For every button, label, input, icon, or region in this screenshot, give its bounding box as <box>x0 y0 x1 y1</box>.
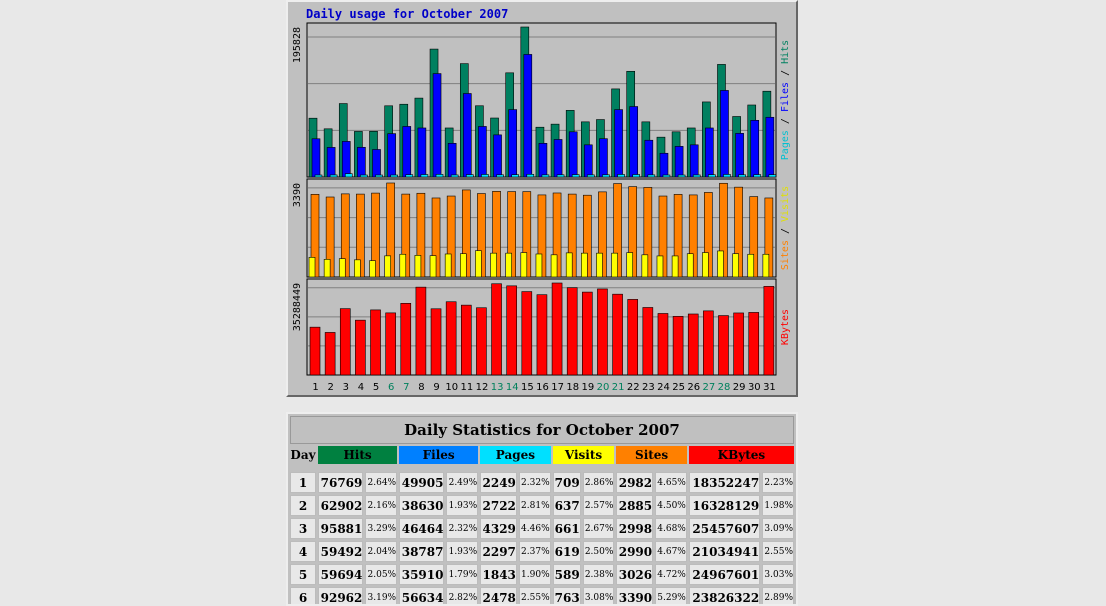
day-label-3: 3 <box>342 382 350 393</box>
files-percent: 1.93% <box>446 541 478 562</box>
bar-visits-day-15 <box>521 253 527 277</box>
bar-kbytes-day-7 <box>401 303 411 375</box>
table-caption: Daily Statistics for October 2007 <box>290 416 794 444</box>
bar-kbytes-day-30 <box>749 312 759 375</box>
bar-pages-day-11 <box>466 175 473 177</box>
day-label-30: 30 <box>747 382 761 393</box>
visits-percent: 2.57% <box>583 495 615 516</box>
bar-pages-day-5 <box>376 175 383 177</box>
legend-hits: Hits <box>780 39 791 64</box>
bar-kbytes-day-17 <box>552 283 562 375</box>
bar-kbytes-day-20 <box>597 289 607 375</box>
table-row <box>290 472 794 493</box>
day-label-27: 27 <box>702 382 716 393</box>
day-cell: 5 <box>290 564 316 585</box>
bar-visits-day-13 <box>491 253 497 277</box>
day-label-29: 29 <box>732 382 746 393</box>
bar-kbytes-day-10 <box>446 302 456 375</box>
bar-visits-day-31 <box>763 254 769 277</box>
bar-pages-day-14 <box>512 175 519 177</box>
bar-kbytes-day-18 <box>567 288 577 375</box>
bar-visits-day-24 <box>657 256 663 277</box>
bar-visits-day-29 <box>733 254 739 277</box>
day-label-5: 5 <box>372 382 380 393</box>
bar-visits-day-19 <box>581 253 587 277</box>
pages-value: 2297 <box>480 541 517 562</box>
files-value: 56634 <box>399 587 444 606</box>
bar-files-day-10 <box>448 143 456 177</box>
legend-files: Files <box>780 81 791 113</box>
bar-visits-day-30 <box>748 254 754 277</box>
bar-kbytes-day-22 <box>628 299 638 375</box>
bar-visits-day-8 <box>415 255 421 277</box>
hits-percent: 2.16% <box>365 495 397 516</box>
day-label-4: 4 <box>357 382 365 393</box>
bar-visits-day-3 <box>339 259 345 277</box>
legend-separator: / <box>780 221 791 241</box>
day-label-9: 9 <box>433 382 440 393</box>
bar-files-day-11 <box>463 94 471 177</box>
hits-percent: 3.29% <box>365 518 397 539</box>
bar-files-day-6 <box>388 134 396 177</box>
day-label-20: 20 <box>596 382 610 393</box>
day-label-11: 11 <box>460 382 474 393</box>
bar-pages-day-28 <box>723 174 730 177</box>
table-header-row <box>290 446 794 464</box>
hits-value: 95881 <box>318 518 363 539</box>
day-label-14: 14 <box>505 382 519 393</box>
bar-files-day-1 <box>312 139 320 177</box>
day-label-23: 23 <box>642 382 655 393</box>
kbytes-percent: 3.03% <box>762 564 794 585</box>
bar-visits-day-10 <box>445 254 451 277</box>
bar-files-day-4 <box>357 147 365 177</box>
bar-kbytes-day-28 <box>718 316 728 375</box>
day-label-13: 13 <box>490 382 504 393</box>
table-row <box>290 541 794 562</box>
bar-pages-day-10 <box>451 175 458 177</box>
bar-visits-day-28 <box>717 251 723 277</box>
daily-usage-chart <box>288 2 796 395</box>
bar-kbytes-day-1 <box>310 327 320 375</box>
bar-pages-day-16 <box>542 175 549 177</box>
sites-percent: 4.68% <box>655 518 687 539</box>
bar-visits-day-16 <box>536 254 542 277</box>
sites-value: 2885 <box>616 495 653 516</box>
bar-pages-day-18 <box>572 175 579 177</box>
bar-pages-day-20 <box>602 175 609 177</box>
bar-kbytes-day-6 <box>386 313 396 375</box>
pages-percent: 2.55% <box>519 587 551 606</box>
chart-title: Daily usage for October 2007 <box>306 7 509 21</box>
bar-kbytes-day-14 <box>507 286 517 375</box>
daily-statistics-table-panel <box>286 412 798 606</box>
visits-value: 637 <box>553 495 581 516</box>
table-row <box>290 564 794 585</box>
bar-pages-day-24 <box>663 175 670 177</box>
day-cell: 3 <box>290 518 316 539</box>
files-value: 38630 <box>399 495 444 516</box>
files-value: 49905 <box>399 472 444 493</box>
pages-value: 1843 <box>480 564 517 585</box>
daily-statistics-table <box>288 414 796 606</box>
bar-pages-day-1 <box>315 175 322 177</box>
header-hits: Hits <box>318 446 397 464</box>
bar-pages-day-23 <box>648 175 655 177</box>
legend-kbytes: KBytes <box>780 308 791 346</box>
legend-separator: / <box>780 112 791 131</box>
day-cell: 2 <box>290 495 316 516</box>
bar-files-day-19 <box>584 145 592 177</box>
visits-value: 589 <box>553 564 581 585</box>
bar-files-day-12 <box>478 126 486 177</box>
bar-files-day-3 <box>342 141 350 177</box>
bar-kbytes-day-19 <box>582 292 592 375</box>
sites-value: 2998 <box>616 518 653 539</box>
pages-value: 2722 <box>480 495 517 516</box>
pages-percent: 2.37% <box>519 541 551 562</box>
y-max-label: 195828 <box>292 27 303 64</box>
day-label-2: 2 <box>327 382 334 393</box>
sites-value: 3390 <box>616 587 653 606</box>
bar-files-day-5 <box>373 149 381 177</box>
legend-sites: Sites <box>780 240 791 271</box>
legend-separator: / <box>780 63 791 82</box>
visits-percent: 3.08% <box>583 587 615 606</box>
bar-files-day-24 <box>660 153 668 177</box>
hits-percent: 2.04% <box>365 541 397 562</box>
bar-files-day-14 <box>509 110 517 177</box>
bar-pages-day-2 <box>330 175 337 177</box>
bar-kbytes-day-15 <box>522 292 532 375</box>
visits-percent: 2.67% <box>583 518 615 539</box>
bar-files-day-29 <box>736 133 744 177</box>
pages-percent: 2.32% <box>519 472 551 493</box>
bar-pages-day-17 <box>557 175 564 177</box>
files-percent: 2.82% <box>446 587 478 606</box>
day-cell: 1 <box>290 472 316 493</box>
bar-visits-day-4 <box>354 260 360 277</box>
bar-files-day-23 <box>645 140 653 177</box>
files-value: 35910 <box>399 564 444 585</box>
bar-pages-day-31 <box>769 175 776 177</box>
hits-value: 92962 <box>318 587 363 606</box>
day-label-17: 17 <box>551 382 564 393</box>
day-label-28: 28 <box>717 382 731 393</box>
bar-pages-day-27 <box>708 175 715 177</box>
bar-pages-day-12 <box>481 174 488 177</box>
files-percent: 1.79% <box>446 564 478 585</box>
day-cell: 6 <box>290 587 316 606</box>
bar-files-day-7 <box>403 126 411 177</box>
bar-kbytes-day-5 <box>371 310 381 375</box>
bar-files-day-17 <box>554 139 562 177</box>
bar-pages-day-3 <box>345 174 352 177</box>
bar-files-day-28 <box>720 90 728 177</box>
day-label-10: 10 <box>445 382 459 393</box>
bar-kbytes-day-13 <box>492 284 502 375</box>
bar-kbytes-day-8 <box>416 287 426 375</box>
pages-percent: 1.90% <box>519 564 551 585</box>
bar-kbytes-day-16 <box>537 295 547 375</box>
bar-pages-day-21 <box>618 174 625 177</box>
visits-percent: 2.86% <box>583 472 615 493</box>
bar-visits-day-17 <box>551 255 557 277</box>
visits-value: 709 <box>553 472 581 493</box>
daily-usage-graph <box>286 0 798 397</box>
bar-kbytes-day-26 <box>688 314 698 375</box>
bar-files-day-9 <box>433 74 441 177</box>
bar-visits-day-9 <box>430 256 436 277</box>
bar-pages-day-22 <box>633 175 640 177</box>
bar-kbytes-day-11 <box>461 305 471 375</box>
bar-visits-day-23 <box>642 255 648 277</box>
bar-pages-day-8 <box>421 175 428 177</box>
day-label-25: 25 <box>672 382 686 393</box>
kbytes-percent: 2.89% <box>762 587 794 606</box>
bar-kbytes-day-2 <box>325 332 335 375</box>
bar-visits-day-27 <box>702 253 708 277</box>
kbytes-percent: 2.23% <box>762 472 794 493</box>
bar-visits-day-20 <box>596 253 602 277</box>
bar-visits-day-18 <box>566 253 572 277</box>
table-row <box>290 518 794 539</box>
files-percent: 1.93% <box>446 495 478 516</box>
bar-pages-day-26 <box>693 175 700 177</box>
day-label-24: 24 <box>657 382 670 393</box>
legend-visits: Visits <box>780 185 791 222</box>
kbytes-value: 24967601 <box>689 564 760 585</box>
day-label-7: 7 <box>403 382 410 393</box>
bar-files-day-16 <box>539 143 547 177</box>
kbytes-percent: 3.09% <box>762 518 794 539</box>
day-label-8: 8 <box>418 382 425 393</box>
files-percent: 2.32% <box>446 518 478 539</box>
day-label-18: 18 <box>566 382 580 393</box>
header-visits: Visits <box>553 446 615 464</box>
bar-pages-day-30 <box>754 175 761 177</box>
bar-kbytes-day-29 <box>734 313 744 375</box>
bar-visits-day-21 <box>612 253 618 277</box>
day-label-21: 21 <box>611 382 625 393</box>
sites-percent: 5.29% <box>655 587 687 606</box>
bar-files-day-20 <box>599 139 607 177</box>
y-max-label: 3390 <box>292 183 303 208</box>
bar-kbytes-day-3 <box>340 309 350 375</box>
bar-files-day-8 <box>418 128 426 177</box>
bar-visits-day-22 <box>627 253 633 277</box>
bar-files-day-27 <box>705 128 713 177</box>
bar-files-day-31 <box>766 117 774 177</box>
bar-visits-day-7 <box>400 254 406 277</box>
kbytes-value: 21034941 <box>689 541 760 562</box>
files-value: 46464 <box>399 518 444 539</box>
bar-files-day-18 <box>569 132 577 177</box>
bar-pages-day-25 <box>678 175 685 177</box>
legend-sites-visits <box>780 186 791 270</box>
pages-percent: 2.81% <box>519 495 551 516</box>
kbytes-value: 25457607 <box>689 518 760 539</box>
bar-files-day-22 <box>630 107 638 177</box>
day-label-15: 15 <box>521 382 534 393</box>
bar-kbytes-day-21 <box>613 294 623 375</box>
day-label-12: 12 <box>475 382 489 393</box>
bar-files-day-15 <box>524 54 532 177</box>
header-day: Day <box>290 448 316 462</box>
bar-pages-day-29 <box>739 175 746 177</box>
sites-value: 3026 <box>616 564 653 585</box>
files-value: 38787 <box>399 541 444 562</box>
header-files: Files <box>399 446 478 464</box>
bar-files-day-30 <box>751 120 759 177</box>
hits-percent: 2.05% <box>365 564 397 585</box>
hits-value: 76769 <box>318 472 363 493</box>
pages-value: 2249 <box>480 472 517 493</box>
bar-visits-day-25 <box>672 256 678 277</box>
bar-visits-day-14 <box>506 253 512 277</box>
visits-value: 619 <box>553 541 581 562</box>
sites-percent: 4.65% <box>655 472 687 493</box>
day-cell: 4 <box>290 541 316 562</box>
table-body <box>290 472 794 606</box>
bar-visits-day-2 <box>324 259 330 277</box>
kbytes-percent: 1.98% <box>762 495 794 516</box>
bar-kbytes-day-9 <box>431 309 441 375</box>
kbytes-value: 16328129 <box>689 495 760 516</box>
bar-files-day-21 <box>615 110 623 177</box>
legend-hits-files-pages <box>780 40 791 160</box>
table-row <box>290 587 794 606</box>
bar-kbytes-day-25 <box>673 316 683 375</box>
table-row <box>290 495 794 516</box>
pages-value: 4329 <box>480 518 517 539</box>
hits-value: 62902 <box>318 495 363 516</box>
sites-percent: 4.50% <box>655 495 687 516</box>
sites-value: 2982 <box>616 472 653 493</box>
hits-value: 59694 <box>318 564 363 585</box>
visits-value: 661 <box>553 518 581 539</box>
bar-kbytes-day-4 <box>355 320 365 375</box>
bar-visits-day-1 <box>309 257 315 277</box>
day-label-6: 6 <box>388 382 395 393</box>
pages-percent: 4.46% <box>519 518 551 539</box>
bar-files-day-26 <box>690 145 698 177</box>
day-label-31: 31 <box>763 382 776 393</box>
pages-value: 2478 <box>480 587 517 606</box>
day-label-1: 1 <box>312 382 319 393</box>
day-label-19: 19 <box>581 382 595 393</box>
bar-kbytes-day-12 <box>476 308 486 375</box>
bar-visits-day-5 <box>370 261 376 277</box>
header-kbytes: KBytes <box>689 446 794 464</box>
bar-files-day-25 <box>675 146 683 177</box>
day-label-26: 26 <box>687 382 701 393</box>
sites-value: 2990 <box>616 541 653 562</box>
bar-pages-day-7 <box>406 175 413 177</box>
bar-files-day-2 <box>327 147 335 177</box>
visits-value: 763 <box>553 587 581 606</box>
bar-visits-day-6 <box>385 256 391 277</box>
day-label-22: 22 <box>626 382 640 393</box>
sites-percent: 4.72% <box>655 564 687 585</box>
files-percent: 2.49% <box>446 472 478 493</box>
bar-visits-day-12 <box>475 251 481 277</box>
hits-percent: 3.19% <box>365 587 397 606</box>
kbytes-value: 23826322 <box>689 587 760 606</box>
bar-kbytes-day-24 <box>658 313 668 375</box>
bar-pages-day-19 <box>587 175 594 177</box>
visits-percent: 2.50% <box>583 541 615 562</box>
day-label-16: 16 <box>536 382 549 393</box>
header-sites: Sites <box>616 446 686 464</box>
bar-kbytes-day-27 <box>703 311 713 375</box>
header-pages: Pages <box>480 446 550 464</box>
bar-pages-day-9 <box>436 174 443 177</box>
bar-pages-day-6 <box>391 175 398 177</box>
visits-percent: 2.38% <box>583 564 615 585</box>
bar-pages-day-13 <box>497 175 504 177</box>
sites-percent: 4.67% <box>655 541 687 562</box>
kbytes-percent: 2.55% <box>762 541 794 562</box>
hits-value: 59492 <box>318 541 363 562</box>
y-max-label: 35288449 <box>292 283 303 332</box>
bar-files-day-13 <box>494 135 502 177</box>
bar-visits-day-11 <box>460 254 466 277</box>
legend-pages: Pages <box>780 130 791 161</box>
kbytes-value: 18352247 <box>689 472 760 493</box>
hits-percent: 2.64% <box>365 472 397 493</box>
legend-kbytes <box>780 309 791 345</box>
bar-pages-day-15 <box>527 174 534 177</box>
bar-pages-day-4 <box>360 175 367 177</box>
bar-kbytes-day-31 <box>764 286 774 375</box>
bar-kbytes-day-23 <box>643 307 653 375</box>
bar-visits-day-26 <box>687 254 693 277</box>
